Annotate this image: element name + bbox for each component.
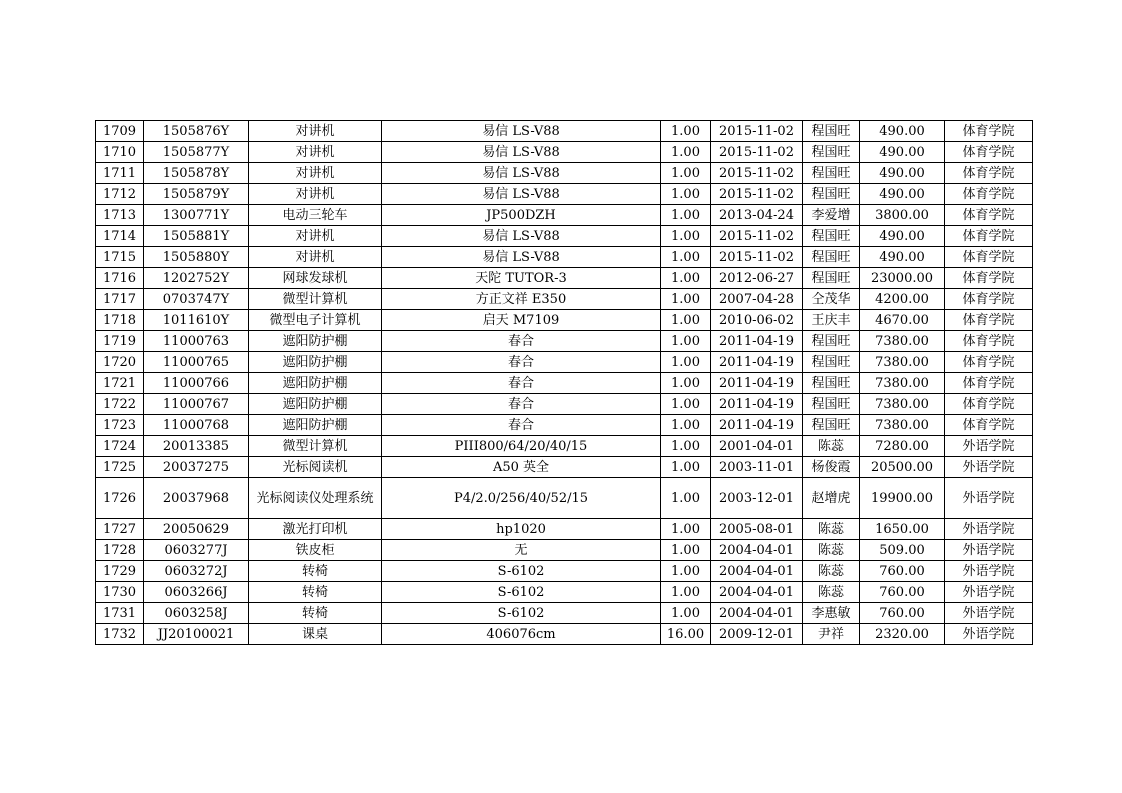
department-cell: 体育学院	[945, 205, 1033, 226]
date-cell: 2015-11-02	[711, 121, 803, 142]
asset-id-cell: 0703747Y	[144, 289, 249, 310]
row-number-cell: 1716	[96, 268, 144, 289]
department-cell: 外语学院	[945, 624, 1033, 645]
asset-id-cell: 0603266J	[144, 582, 249, 603]
asset-name-cell: 激光打印机	[249, 519, 382, 540]
asset-id-cell: 1505878Y	[144, 163, 249, 184]
date-cell: 2011-04-19	[711, 415, 803, 436]
table-row	[96, 331, 1033, 352]
quantity-cell: 1.00	[661, 603, 711, 624]
date-cell: 2015-11-02	[711, 163, 803, 184]
quantity-cell: 1.00	[661, 352, 711, 373]
department-cell: 体育学院	[945, 310, 1033, 331]
asset-id-cell: 1505881Y	[144, 226, 249, 247]
department-cell: 外语学院	[945, 519, 1033, 540]
asset-id-cell: 1300771Y	[144, 205, 249, 226]
table-row	[96, 310, 1033, 331]
date-cell: 2015-11-02	[711, 247, 803, 268]
row-number-cell: 1727	[96, 519, 144, 540]
row-number-cell: 1717	[96, 289, 144, 310]
table-row	[96, 121, 1033, 142]
custodian-cell: 赵增虎	[803, 478, 860, 519]
price-cell: 760.00	[860, 603, 945, 624]
model-cell: 春合	[382, 394, 661, 415]
asset-name-cell: 转椅	[249, 561, 382, 582]
model-cell: A50 英全	[382, 457, 661, 478]
asset-id-cell: 0603258J	[144, 603, 249, 624]
table-row	[96, 394, 1033, 415]
asset-name-cell: 网球发球机	[249, 268, 382, 289]
custodian-cell: 陈蕊	[803, 436, 860, 457]
model-cell: 启天 M7109	[382, 310, 661, 331]
date-cell: 2005-08-01	[711, 519, 803, 540]
table-row	[96, 436, 1033, 457]
asset-name-cell: 微型电子计算机	[249, 310, 382, 331]
quantity-cell: 1.00	[661, 415, 711, 436]
quantity-cell: 1.00	[661, 582, 711, 603]
asset-name-cell: 对讲机	[249, 121, 382, 142]
asset-id-cell: 20037275	[144, 457, 249, 478]
department-cell: 体育学院	[945, 415, 1033, 436]
row-number-cell: 1732	[96, 624, 144, 645]
department-cell: 体育学院	[945, 142, 1033, 163]
asset-id-cell: 1505876Y	[144, 121, 249, 142]
price-cell: 7280.00	[860, 436, 945, 457]
date-cell: 2001-04-01	[711, 436, 803, 457]
price-cell: 490.00	[860, 142, 945, 163]
custodian-cell: 李爱增	[803, 205, 860, 226]
department-cell: 体育学院	[945, 247, 1033, 268]
date-cell: 2010-06-02	[711, 310, 803, 331]
quantity-cell: 1.00	[661, 289, 711, 310]
quantity-cell: 1.00	[661, 184, 711, 205]
date-cell: 2003-11-01	[711, 457, 803, 478]
table-row	[96, 519, 1033, 540]
row-number-cell: 1730	[96, 582, 144, 603]
date-cell: 2011-04-19	[711, 394, 803, 415]
department-cell: 体育学院	[945, 163, 1033, 184]
asset-id-cell: JJ20100021	[144, 624, 249, 645]
custodian-cell: 陈蕊	[803, 582, 860, 603]
quantity-cell: 1.00	[661, 331, 711, 352]
price-cell: 2320.00	[860, 624, 945, 645]
asset-name-cell: 转椅	[249, 603, 382, 624]
model-cell: 易信 LS-V88	[382, 163, 661, 184]
department-cell: 体育学院	[945, 184, 1033, 205]
quantity-cell: 1.00	[661, 247, 711, 268]
department-cell: 体育学院	[945, 394, 1033, 415]
asset-name-cell: 对讲机	[249, 142, 382, 163]
model-cell: S-6102	[382, 561, 661, 582]
custodian-cell: 程国旺	[803, 163, 860, 184]
price-cell: 4670.00	[860, 310, 945, 331]
quantity-cell: 1.00	[661, 561, 711, 582]
model-cell: 易信 LS-V88	[382, 142, 661, 163]
table-row	[96, 352, 1033, 373]
price-cell: 1650.00	[860, 519, 945, 540]
date-cell: 2013-04-24	[711, 205, 803, 226]
asset-name-cell: 对讲机	[249, 184, 382, 205]
date-cell: 2004-04-01	[711, 561, 803, 582]
date-cell: 2015-11-02	[711, 226, 803, 247]
table-row	[96, 163, 1033, 184]
model-cell: 406076cm	[382, 624, 661, 645]
quantity-cell: 1.00	[661, 310, 711, 331]
department-cell: 外语学院	[945, 540, 1033, 561]
custodian-cell: 程国旺	[803, 268, 860, 289]
asset-name-cell: 遮阳防护棚	[249, 415, 382, 436]
date-cell: 2015-11-02	[711, 184, 803, 205]
table-row	[96, 624, 1033, 645]
model-cell: S-6102	[382, 582, 661, 603]
custodian-cell: 程国旺	[803, 331, 860, 352]
custodian-cell: 仝茂华	[803, 289, 860, 310]
department-cell: 体育学院	[945, 373, 1033, 394]
row-number-cell: 1729	[96, 561, 144, 582]
custodian-cell: 陈蕊	[803, 519, 860, 540]
price-cell: 4200.00	[860, 289, 945, 310]
department-cell: 体育学院	[945, 268, 1033, 289]
asset-id-cell: 1011610Y	[144, 310, 249, 331]
department-cell: 体育学院	[945, 352, 1033, 373]
department-cell: 体育学院	[945, 226, 1033, 247]
quantity-cell: 1.00	[661, 394, 711, 415]
quantity-cell: 1.00	[661, 121, 711, 142]
asset-id-cell: 1505877Y	[144, 142, 249, 163]
model-cell: P4/2.0/256/40/52/15	[382, 478, 661, 519]
model-cell: PIII800/64/20/40/15	[382, 436, 661, 457]
price-cell: 490.00	[860, 184, 945, 205]
table-row	[96, 561, 1033, 582]
row-number-cell: 1722	[96, 394, 144, 415]
department-cell: 外语学院	[945, 561, 1033, 582]
model-cell: 易信 LS-V88	[382, 184, 661, 205]
price-cell: 490.00	[860, 226, 945, 247]
quantity-cell: 1.00	[661, 519, 711, 540]
table-row	[96, 184, 1033, 205]
asset-id-cell: 0603272J	[144, 561, 249, 582]
price-cell: 7380.00	[860, 394, 945, 415]
department-cell: 外语学院	[945, 457, 1033, 478]
date-cell: 2009-12-01	[711, 624, 803, 645]
price-cell: 7380.00	[860, 415, 945, 436]
quantity-cell: 1.00	[661, 478, 711, 519]
custodian-cell: 程国旺	[803, 247, 860, 268]
asset-id-cell: 20050629	[144, 519, 249, 540]
table-row	[96, 268, 1033, 289]
table-row	[96, 540, 1033, 561]
asset-name-cell: 遮阳防护棚	[249, 331, 382, 352]
price-cell: 509.00	[860, 540, 945, 561]
custodian-cell: 程国旺	[803, 373, 860, 394]
asset-id-cell: 20013385	[144, 436, 249, 457]
row-number-cell: 1718	[96, 310, 144, 331]
price-cell: 19900.00	[860, 478, 945, 519]
row-number-cell: 1725	[96, 457, 144, 478]
price-cell: 490.00	[860, 247, 945, 268]
custodian-cell: 李惠敏	[803, 603, 860, 624]
asset-id-cell: 1202752Y	[144, 268, 249, 289]
asset-id-cell: 20037968	[144, 478, 249, 519]
date-cell: 2012-06-27	[711, 268, 803, 289]
custodian-cell: 程国旺	[803, 415, 860, 436]
row-number-cell: 1715	[96, 247, 144, 268]
row-number-cell: 1720	[96, 352, 144, 373]
date-cell: 2011-04-19	[711, 373, 803, 394]
quantity-cell: 1.00	[661, 226, 711, 247]
asset-id-cell: 11000768	[144, 415, 249, 436]
model-cell: 易信 LS-V88	[382, 247, 661, 268]
price-cell: 23000.00	[860, 268, 945, 289]
quantity-cell: 1.00	[661, 142, 711, 163]
custodian-cell: 尹祥	[803, 624, 860, 645]
model-cell: 春合	[382, 352, 661, 373]
model-cell: 易信 LS-V88	[382, 121, 661, 142]
row-number-cell: 1711	[96, 163, 144, 184]
table-row	[96, 478, 1033, 519]
date-cell: 2011-04-19	[711, 331, 803, 352]
quantity-cell: 1.00	[661, 205, 711, 226]
table-row	[96, 457, 1033, 478]
department-cell: 体育学院	[945, 289, 1033, 310]
quantity-cell: 16.00	[661, 624, 711, 645]
row-number-cell: 1731	[96, 603, 144, 624]
asset-id-cell: 11000763	[144, 331, 249, 352]
asset-id-cell: 0603277J	[144, 540, 249, 561]
date-cell: 2011-04-19	[711, 352, 803, 373]
table-row	[96, 142, 1033, 163]
department-cell: 体育学院	[945, 331, 1033, 352]
quantity-cell: 1.00	[661, 457, 711, 478]
asset-name-cell: 遮阳防护棚	[249, 352, 382, 373]
price-cell: 490.00	[860, 163, 945, 184]
department-cell: 外语学院	[945, 582, 1033, 603]
asset-name-cell: 光标阅读仪处理系统	[249, 478, 382, 519]
table-row	[96, 582, 1033, 603]
custodian-cell: 陈蕊	[803, 540, 860, 561]
custodian-cell: 程国旺	[803, 121, 860, 142]
department-cell: 外语学院	[945, 603, 1033, 624]
price-cell: 7380.00	[860, 331, 945, 352]
table-row	[96, 373, 1033, 394]
asset-name-cell: 微型计算机	[249, 289, 382, 310]
asset-name-cell: 微型计算机	[249, 436, 382, 457]
asset-id-cell: 1505879Y	[144, 184, 249, 205]
row-number-cell: 1713	[96, 205, 144, 226]
model-cell: hp1020	[382, 519, 661, 540]
model-cell: 春合	[382, 415, 661, 436]
quantity-cell: 1.00	[661, 373, 711, 394]
asset-name-cell: 铁皮柜	[249, 540, 382, 561]
date-cell: 2015-11-02	[711, 142, 803, 163]
asset-id-cell: 1505880Y	[144, 247, 249, 268]
price-cell: 7380.00	[860, 373, 945, 394]
price-cell: 3800.00	[860, 205, 945, 226]
row-number-cell: 1728	[96, 540, 144, 561]
custodian-cell: 杨俊霞	[803, 457, 860, 478]
model-cell: 天陀 TUTOR-3	[382, 268, 661, 289]
model-cell: S-6102	[382, 603, 661, 624]
row-number-cell: 1710	[96, 142, 144, 163]
asset-name-cell: 遮阳防护棚	[249, 394, 382, 415]
row-number-cell: 1719	[96, 331, 144, 352]
custodian-cell: 程国旺	[803, 226, 860, 247]
table-row	[96, 603, 1033, 624]
asset-id-cell: 11000767	[144, 394, 249, 415]
row-number-cell: 1714	[96, 226, 144, 247]
custodian-cell: 王庆丰	[803, 310, 860, 331]
model-cell: 春合	[382, 373, 661, 394]
custodian-cell: 陈蕊	[803, 561, 860, 582]
price-cell: 20500.00	[860, 457, 945, 478]
table-row	[96, 289, 1033, 310]
custodian-cell: 程国旺	[803, 184, 860, 205]
asset-table-body	[96, 121, 1033, 645]
quantity-cell: 1.00	[661, 540, 711, 561]
row-number-cell: 1721	[96, 373, 144, 394]
table-row	[96, 226, 1033, 247]
asset-name-cell: 遮阳防护棚	[249, 373, 382, 394]
row-number-cell: 1723	[96, 415, 144, 436]
price-cell: 760.00	[860, 561, 945, 582]
model-cell: JP500DZH	[382, 205, 661, 226]
model-cell: 方正文祥 E350	[382, 289, 661, 310]
quantity-cell: 1.00	[661, 268, 711, 289]
price-cell: 7380.00	[860, 352, 945, 373]
price-cell: 760.00	[860, 582, 945, 603]
quantity-cell: 1.00	[661, 163, 711, 184]
model-cell: 易信 LS-V88	[382, 226, 661, 247]
asset-name-cell: 对讲机	[249, 226, 382, 247]
department-cell: 外语学院	[945, 436, 1033, 457]
asset-id-cell: 11000765	[144, 352, 249, 373]
asset-name-cell: 对讲机	[249, 163, 382, 184]
row-number-cell: 1709	[96, 121, 144, 142]
table-row	[96, 415, 1033, 436]
asset-name-cell: 光标阅读机	[249, 457, 382, 478]
row-number-cell: 1724	[96, 436, 144, 457]
asset-id-cell: 11000766	[144, 373, 249, 394]
asset-name-cell: 电动三轮车	[249, 205, 382, 226]
department-cell: 外语学院	[945, 478, 1033, 519]
date-cell: 2003-12-01	[711, 478, 803, 519]
asset-name-cell: 转椅	[249, 582, 382, 603]
table-row	[96, 205, 1033, 226]
quantity-cell: 1.00	[661, 436, 711, 457]
date-cell: 2004-04-01	[711, 603, 803, 624]
table-row	[96, 247, 1033, 268]
date-cell: 2007-04-28	[711, 289, 803, 310]
model-cell: 无	[382, 540, 661, 561]
price-cell: 490.00	[860, 121, 945, 142]
date-cell: 2004-04-01	[711, 540, 803, 561]
row-number-cell: 1712	[96, 184, 144, 205]
row-number-cell: 1726	[96, 478, 144, 519]
model-cell: 春合	[382, 331, 661, 352]
date-cell: 2004-04-01	[711, 582, 803, 603]
custodian-cell: 程国旺	[803, 142, 860, 163]
asset-table	[95, 120, 1033, 645]
asset-name-cell: 课桌	[249, 624, 382, 645]
custodian-cell: 程国旺	[803, 394, 860, 415]
custodian-cell: 程国旺	[803, 352, 860, 373]
asset-name-cell: 对讲机	[249, 247, 382, 268]
department-cell: 体育学院	[945, 121, 1033, 142]
